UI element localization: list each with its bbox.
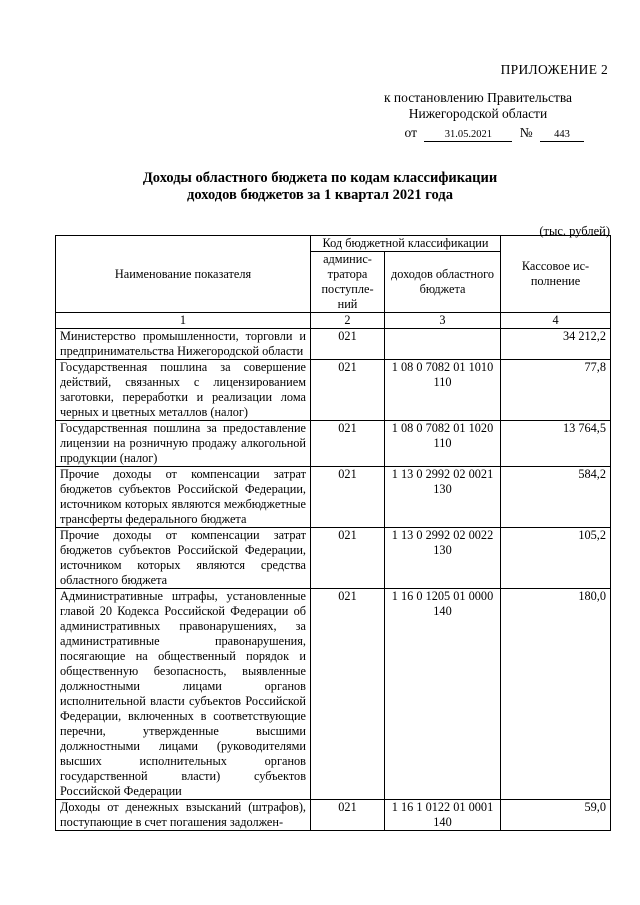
- header-name: Наименование показателя: [56, 236, 311, 313]
- table-row: [56, 360, 611, 421]
- date-number-row: [405, 125, 589, 142]
- resolution-block: [348, 90, 608, 122]
- row-name-cell: Доходы от денежных взысканий (штрафов), поступающие в счет погашения задолжен-: [56, 800, 311, 831]
- row-sum-cell: 13 764,5: [501, 421, 611, 467]
- appendix-label: ПРИЛОЖЕНИЕ 2: [500, 62, 608, 77]
- document-title: [0, 170, 640, 204]
- resolution-number: 443: [540, 128, 584, 142]
- header-code-group: Код бюджетной классификации: [311, 236, 501, 252]
- row-code-cell: 1 13 0 2992 02 0022 130: [385, 528, 501, 589]
- header-admin: админис-тратора поступле-ний: [311, 252, 385, 313]
- row-code-cell: 1 16 1 0122 01 0001 140: [385, 800, 501, 831]
- row-admin-cell: 021: [311, 800, 385, 831]
- row-name-cell: Прочие доходы от компенсации затрат бюджетов субъектов Российской Федерации, источником которых являются межбюджетные трансферты федерального бюджета: [56, 467, 311, 528]
- row-sum-cell: 34 212,2: [501, 329, 611, 360]
- row-admin-cell: 021: [311, 467, 385, 528]
- header-cash: Кассовое ис-полнение: [501, 236, 611, 313]
- table-row: [56, 421, 611, 467]
- row-code-cell: 1 08 0 7082 01 1010 110: [385, 360, 501, 421]
- resolution-line-1: к постановлению Правительства: [383, 90, 573, 105]
- index-cell: 4: [501, 313, 611, 329]
- index-cell: 2: [311, 313, 385, 329]
- resolution-date: 31.05.2021: [424, 128, 512, 142]
- row-admin-cell: 021: [311, 421, 385, 467]
- row-admin-cell: 021: [311, 360, 385, 421]
- table-row: [56, 800, 611, 831]
- row-admin-cell: 021: [311, 329, 385, 360]
- row-code-cell: [385, 329, 501, 360]
- row-sum-cell: 584,2: [501, 467, 611, 528]
- number-label: №: [519, 125, 533, 140]
- table-row: [56, 528, 611, 589]
- header-revenue-code: доходов областного бюджета: [385, 252, 501, 313]
- row-sum-cell: 59,0: [501, 800, 611, 831]
- row-sum-cell: 105,2: [501, 528, 611, 589]
- row-admin-cell: 021: [311, 589, 385, 800]
- row-name-cell: Административные штрафы, установленные главой 20 Кодекса Российской Федерации об административных правонарушениях, за административные правонарушения, посягающие на общественный порядок и общественную безопасность, выявленные должностными лицами органов исполнительной власти субъектов Российской Федерации, включенных в соответствующие перечни, утвержденные высшими должностными лицами (руководителями высших исполнительных органов государственной власти) субъектов Российской Федерации: [56, 589, 311, 800]
- row-name-cell: Государственная пошлина за совершение действий, связанных с лицензированием заготовки, переработки и реализации лома черных и цветных металлов (налог): [56, 360, 311, 421]
- row-admin-cell: 021: [311, 528, 385, 589]
- row-code-cell: 1 16 0 1205 01 0000 140: [385, 589, 501, 800]
- table-row: [56, 329, 611, 360]
- title-line-1: Доходы областного бюджета по кодам классификации: [142, 170, 498, 186]
- row-code-cell: 1 08 0 7082 01 1020 110: [385, 421, 501, 467]
- table-row: [56, 589, 611, 800]
- row-name-cell: Министерство промышленности, торговли и предпринимательства Нижегородской области: [56, 329, 311, 360]
- row-sum-cell: 77,8: [501, 360, 611, 421]
- index-cell: 1: [56, 313, 311, 329]
- row-code-cell: 1 13 0 2992 02 0021 130: [385, 467, 501, 528]
- from-label: от: [404, 125, 417, 140]
- units-label: (тыс. рублей): [539, 224, 610, 238]
- row-name-cell: Государственная пошлина за предоставление лицензии на розничную продажу алкогольной продукции (налог): [56, 421, 311, 467]
- title-line-2: доходов бюджетов за 1 квартал 2021 года: [187, 187, 453, 203]
- revenue-table: [55, 235, 611, 831]
- row-sum-cell: 180,0: [501, 589, 611, 800]
- row-name-cell: Прочие доходы от компенсации затрат бюджетов субъектов Российской Федерации, источником которых являются средства областного бюджета: [56, 528, 311, 589]
- table-row: [56, 467, 611, 528]
- resolution-line-2: Нижегородской области: [408, 106, 548, 121]
- index-cell: 3: [385, 313, 501, 329]
